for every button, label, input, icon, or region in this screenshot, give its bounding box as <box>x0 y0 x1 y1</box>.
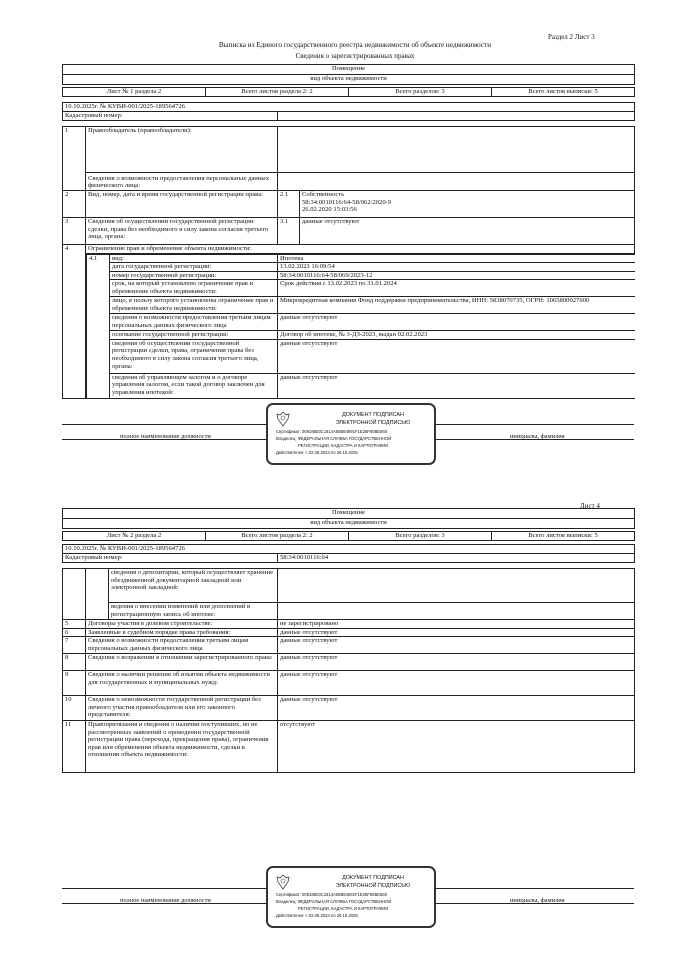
cadastral-label: Кадастровый номер: <box>63 112 278 121</box>
row-11-label: Правопритязания и сведения о наличии поступивших, но не рассмотренных заявлений о проведении государственной регистрации права (перехода, прекращения права), ограничения прав или обременения объекта недвижимости, сделки в отношении объекта недвижимости: <box>86 721 278 773</box>
row-10-label: Сведения о невозможности государственной регистрации без личного участия правообладателя или его законного представителя: <box>86 696 278 721</box>
enc-value: 58:34:0010116:64-58/069/2023-12 <box>278 271 635 280</box>
name-caption-page2: инициалы, фамилия <box>510 897 565 904</box>
row-1-number: 1 <box>63 127 86 191</box>
enc-label: срок, на который установлено ограничение прав и обременение объекта недвижимости: <box>110 280 278 297</box>
enc-label: сведения о возможности предоставления третьим лицам персональных данных физического лица <box>110 314 278 331</box>
stamp-owner2: РЕГИСТРАЦИИ, КАДАСТРА И КАРТОГРАФИИ <box>298 443 389 448</box>
stamp-owner1: Владелец: ФЕДЕРАЛЬНАЯ СЛУЖБА ГОСУДАРСТВЕННОЙ <box>276 436 392 441</box>
enc-label: дата государственной регистрации: <box>110 263 278 272</box>
main-table-page2 <box>62 544 635 773</box>
page-number-corner: Раздел 2 Лист 3 <box>548 33 595 41</box>
stamp-line1: ДОКУМЕНТ ПОДПИСАН <box>342 412 404 418</box>
row-9-number: 9 <box>63 671 86 696</box>
sheets-in-section-2: Всего листов раздела 2: 2 <box>206 532 349 541</box>
row-8-value: данные отсутствуют <box>278 654 635 671</box>
enc-label: лицо, в пользу которого установлены ограничение прав и обременение объекта недвижимости: <box>110 297 278 314</box>
header-table <box>62 64 635 97</box>
enc-label: основание государственной регистрации: <box>110 331 278 340</box>
cadastral-label-2: Кадастровый номер: <box>63 554 278 563</box>
stamp-cert: Сертификат: 00918803C1814A55B64691F1E25F80BE560 <box>276 892 388 897</box>
row-1-label: Правообладатель (правообладатели): <box>86 127 278 173</box>
stamp-line2: ЭЛЕКТРОННОЙ ПОДПИСЬЮ <box>335 420 411 426</box>
object-type-2: Помещение <box>63 509 635 519</box>
enc-label: номер государственной регистрации: <box>110 271 278 280</box>
enc-value: данные отсутствуют <box>278 314 635 331</box>
row-5-number: 5 <box>63 620 86 629</box>
document-subtitle: Сведения о зарегистрированных правах <box>295 52 415 60</box>
page-number-corner-2: Лист 4 <box>580 502 600 510</box>
row-6-number: 6 <box>63 628 86 637</box>
stamp-line1: ДОКУМЕНТ ПОДПИСАН <box>342 875 404 881</box>
enc-label: сведения об управляющем залогом и о договоре управления залогом, если такой договор заключен для управления ипотекой: <box>110 373 278 398</box>
enc-label: вид: <box>110 254 278 263</box>
stamp-owner1: Владелец: ФЕДЕРАЛЬНАЯ СЛУЖБА ГОСУДАРСТВЕННОЙ <box>276 899 392 904</box>
row-7-number: 7 <box>63 637 86 654</box>
enc-value: Срок действия с 13.02.2023 по 31.01.2024 <box>278 280 635 297</box>
sections-total-2: Всего разделов: 3 <box>349 532 492 541</box>
row-11-value: отсутствуют <box>278 721 635 773</box>
row-1b-label: Сведения о возможности предоставления персональных данных физического лица: <box>86 173 278 191</box>
row-2-sub: 2.1 <box>278 191 300 218</box>
document-title: Выписка из Единого государственного реестра недвижимости об объекте недвижимости <box>218 41 492 49</box>
e-signature-stamp-page1 <box>266 403 436 465</box>
sheets-total-2: Всего листов выписки: 5 <box>492 532 635 541</box>
header-table-2 <box>62 508 635 541</box>
stamp-cert: Сертификат: 00918803C1814A55B64691F1E25F80BE560 <box>276 429 388 434</box>
row-8-number: 8 <box>63 654 86 671</box>
row-7-value: данные отсутствуют <box>278 637 635 654</box>
row-5-value: не зарегистрировано <box>278 620 635 629</box>
row-10-value: данные отсутствуют <box>278 696 635 721</box>
enc-value: данные отсутствуют <box>278 339 635 373</box>
row-8-label: Сведения о возражении в отношении зарегистрированного права: <box>86 654 278 671</box>
date-number: 10.10.2025г. № КУВИ-001/2025-189564726 <box>63 103 635 112</box>
right-type: Собственность <box>302 191 345 198</box>
row-10-number: 10 <box>63 696 86 721</box>
enc-label: сведения об осуществлении государственной регистрации сделки, права, ограничения права без необходимого в силу закона согласия третьего лица, органа: <box>110 339 278 373</box>
row-6-label: Заявленные в судебном порядке права требования: <box>86 628 278 637</box>
date-number-2: 10.10.2025г. № КУВИ-001/2025-189564726 <box>63 545 635 554</box>
row-9-value: данные отсутствуют <box>278 671 635 696</box>
e-signature-stamp-page2 <box>266 866 436 928</box>
row-5-label: Договоры участия в долевом строительстве: <box>86 620 278 629</box>
stamp-owner2: РЕГИСТРАЦИИ, КАДАСТРА И КАРТОГРАФИИ <box>298 906 389 911</box>
row-4-label: Ограничение прав и обременение объекта недвижимости: <box>86 245 635 254</box>
enc-value: Ипотека <box>278 254 635 263</box>
stamp-line2: ЭЛЕКТРОННОЙ ПОДПИСЬЮ <box>335 883 411 889</box>
object-type: Помещение <box>63 65 635 75</box>
right-reg-number: 58:34:0010116:64-58/062/2020-9 <box>302 198 392 206</box>
row-4-sub: 4.1 <box>87 254 110 398</box>
enc-value: 13.02.2023 16:09:54 <box>278 263 635 272</box>
enc-value: Микрокредитная компания Фонд поддержки предпринимательства, ИНН: 5838070735, ОГРН: 1065800027600 <box>278 297 635 314</box>
position-caption-page2: полное наименование должности <box>120 897 211 904</box>
sheets-total: Всего листов выписки: 5 <box>492 88 635 97</box>
depositary-label: сведения о депозитарии, который осуществляет хранение обездвиженной документарной закладной или электронной закладной: <box>109 569 278 603</box>
sheets-in-section: Всего листов раздела 2: 2 <box>206 88 349 97</box>
position-caption-page1: полное наименование должности <box>120 433 211 440</box>
row-3-number: 3 <box>63 218 86 245</box>
enc-value: данные отсутствуют <box>278 373 635 398</box>
sheet-number-2: Лист № 2 раздела 2 <box>63 532 206 541</box>
emblem-icon <box>276 411 290 427</box>
right-reg-date: 26.02.2020 15:03:56 <box>302 206 357 214</box>
row-3-sub: 3.1 <box>278 218 300 245</box>
row-4-number: 4 <box>63 245 86 399</box>
row-6-value: данные отсутствуют <box>278 628 635 637</box>
row-2-label: Вид, номер, дата и время государственной регистрации права: <box>86 191 278 218</box>
enc-value: Договор об ипотеке, № 3-ДЗ-2023, выдан 02.02.2023 <box>278 331 635 340</box>
row-3-value: данные отсутствуют <box>300 218 635 245</box>
object-type-caption: вид объекта недвижимости <box>63 75 635 85</box>
row-2-number: 2 <box>63 191 86 218</box>
row-7-label: Сведения о возможности предоставления третьим лицам персональных данных физического лица <box>86 637 278 654</box>
name-caption-page1: инициалы, фамилия <box>510 433 565 440</box>
emblem-icon <box>276 874 290 890</box>
sheet-number: Лист № 1 раздела 2 <box>63 88 206 97</box>
row-11-number: 11 <box>63 721 86 773</box>
stamp-valid: Действителен: с 02.08.2024 по 26.10.2025 <box>276 450 358 455</box>
row-9-label: Сведения о наличии решения об изъятии объекта недвижимости для государственных и муниципальных нужд: <box>86 671 278 696</box>
sections-total: Всего разделов: 3 <box>349 88 492 97</box>
object-type-caption-2: вид объекта недвижимости <box>63 519 635 529</box>
row-3-label: Сведения об осуществлении государственной регистрации сделки, права без необходимого в силу закона согласия третьего лица, органа: <box>86 218 278 245</box>
cadastral-value: 58:34:0010116:64 <box>278 554 635 563</box>
row-2-value <box>300 191 635 218</box>
record-changes-label: ведения о внесении изменений или дополнений в регистрационную запись об ипотеке: <box>109 603 278 620</box>
encumbrance-table <box>86 254 635 399</box>
stamp-valid: Действителен: с 02.08.2024 по 26.10.2025 <box>276 913 358 918</box>
main-table-page1 <box>62 102 635 399</box>
